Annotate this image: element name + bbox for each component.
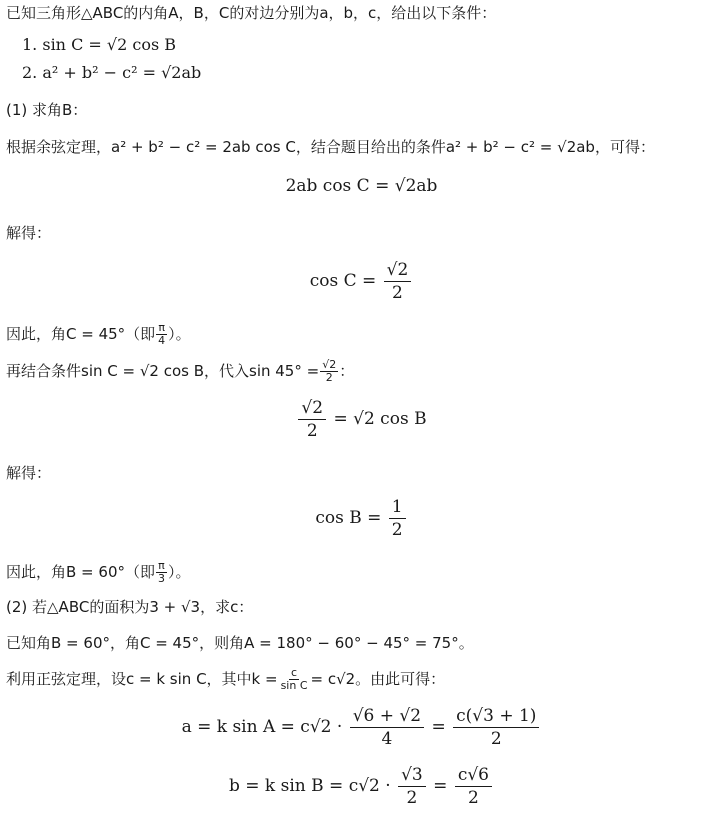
sine-law-fraction — [279, 667, 310, 692]
solve-label-2: 解得： — [6, 464, 52, 482]
angle-b-text: 因此，角B = 60°（即 — [6, 563, 155, 581]
eq4-denominator: 2 — [391, 520, 403, 540]
equation-1: 2ab cos C = √2ab — [285, 176, 438, 196]
eq4-fraction — [389, 497, 406, 540]
angle-c-frac-den: 4 — [158, 334, 166, 347]
eq5-left: a = k sin A = c√2 · — [181, 717, 343, 737]
combine-text: 再结合条件sin C = √2 cos B，代入sin 45° = — [6, 362, 320, 380]
angle-b-tail: ）。 — [167, 563, 191, 581]
eq2-left: cos C = — [309, 271, 377, 291]
combine-frac-den: 2 — [325, 371, 333, 384]
eq2-numerator: √2 — [384, 260, 412, 282]
part1-title: (1) 求角B： — [6, 101, 88, 119]
combine-condition — [6, 359, 354, 384]
sine-law-frac-den: sin C — [280, 679, 308, 692]
eq6-numerator-1: √3 — [398, 765, 426, 787]
angle-b-frac-num: π — [158, 559, 165, 572]
sine-law-tail: = c√2。由此可得： — [310, 670, 446, 688]
equation-5 — [0, 706, 723, 749]
eq5-fraction-1 — [350, 706, 424, 749]
condition-2: 2. a² + b² − c² = √2ab — [22, 63, 202, 82]
equation-6 — [0, 765, 723, 808]
equation-2 — [0, 260, 723, 303]
angle-c-text: 因此，角C = 45°（即 — [6, 325, 156, 343]
eq6-left: b = k sin B = c√2 · — [229, 776, 391, 796]
combine-fraction — [320, 359, 338, 384]
angle-c-tail: ）。 — [168, 325, 191, 343]
known-angles-text: 已知角B = 60°，角C = 45°，则角A = 180° − 60° − 45° = 75°。 — [6, 634, 474, 652]
eq5-fraction-2 — [453, 706, 539, 749]
eq4-numerator: 1 — [389, 497, 406, 519]
angle-c-fraction — [156, 322, 167, 347]
solve-label-1: 解得： — [6, 224, 52, 242]
combine-frac-num: √2 — [322, 358, 337, 371]
angle-c-conclusion — [6, 322, 191, 347]
eq2-denominator: 2 — [392, 283, 403, 303]
eq5-numerator-1: √6 + √2 — [350, 706, 424, 728]
eq4-left: cos B = — [315, 508, 382, 528]
eq5-denominator-2: 2 — [490, 729, 502, 749]
sine-law-line — [6, 667, 445, 692]
angle-b-conclusion — [6, 560, 191, 585]
sine-law-frac-num: c — [291, 666, 298, 679]
sine-law-text: 利用正弦定理，设c = k sin C，其中k = — [6, 670, 278, 688]
angle-c-frac-num: π — [158, 321, 165, 334]
eq6-denominator-2: 2 — [467, 788, 479, 808]
eq6-denominator-1: 2 — [406, 788, 418, 808]
angle-b-frac-den: 3 — [157, 572, 165, 585]
eq6-fraction-2 — [455, 765, 492, 808]
combine-tail: ： — [339, 362, 355, 380]
intro-text: 已知三角形△ABC的内角A，B，C的对边分别为a，b，c，给出以下条件： — [6, 4, 497, 22]
eq5-numerator-2: c(√3 + 1) — [453, 706, 539, 728]
eq5-denominator-1: 4 — [381, 729, 393, 749]
condition-1: 1. sin C = √2 cos B — [22, 35, 176, 54]
equation-3 — [0, 398, 723, 441]
eq3-numerator: √2 — [298, 398, 326, 420]
eq3-right: = √2 cos B — [333, 409, 427, 429]
eq6-fraction-1 — [398, 765, 426, 808]
cos-law-text: 根据余弦定理，a² + b² − c² = 2ab cos C，结合题目给出的条件a² + b² − c² = √2ab，可得： — [6, 138, 655, 156]
eq6-numerator-2: c√6 — [455, 765, 492, 787]
eq3-denominator: 2 — [306, 421, 318, 441]
eq2-fraction — [384, 260, 412, 303]
eq6-equals: = — [433, 776, 448, 796]
equation-4 — [0, 497, 723, 540]
part2-title: (2) 若△ABC的面积为3 + √3，求c： — [6, 598, 254, 616]
eq3-fraction — [298, 398, 326, 441]
eq5-equals: = — [431, 717, 446, 737]
angle-b-fraction — [156, 560, 167, 585]
